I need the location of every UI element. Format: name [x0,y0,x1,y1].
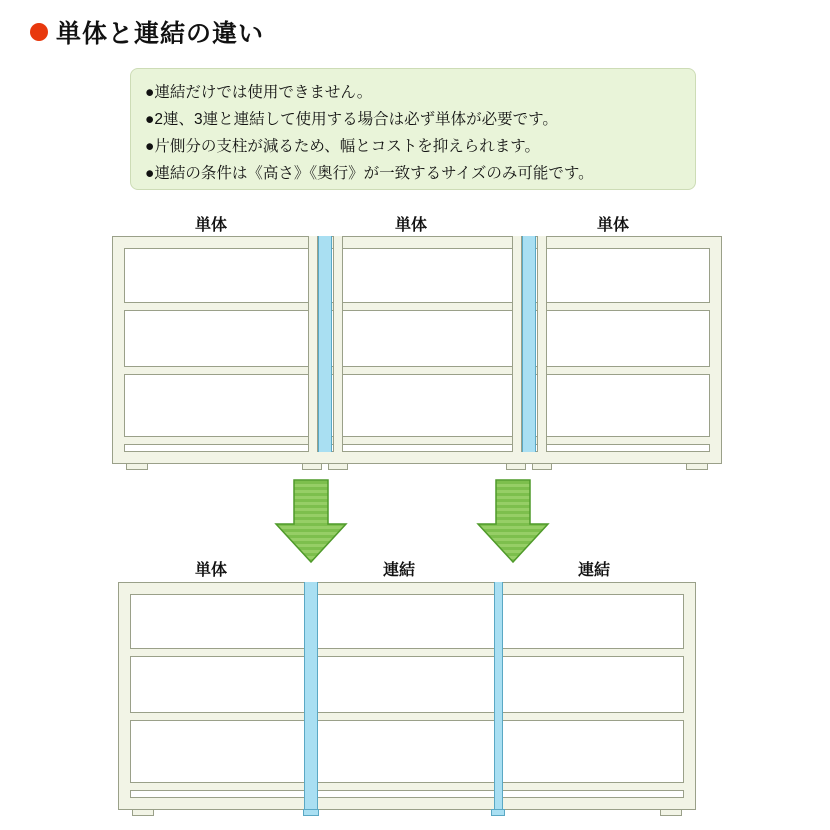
rack-foot [126,463,148,470]
bottom-label-3: 連結 [578,562,611,579]
top-label-2: 単体 [395,217,428,234]
note-line-2: ●2連、3連と連結して使用する場合は必ず単体が必要です。 [145,111,558,128]
top-label-3: 単体 [597,217,630,234]
bottom-label-1: 単体 [195,562,228,579]
down-arrow-icon-1 [272,478,350,564]
rack-foot-shared-2 [491,809,505,816]
post-shared-1 [304,582,318,810]
rack-foot [302,463,322,470]
bottom-label-2: 連結 [383,562,416,579]
post-divider-left-2 [512,236,522,452]
rack-inner-face [130,594,684,798]
shelf-beam [130,712,684,721]
post-shared-2 [494,582,503,810]
note-line-4: ●連結の条件は《高さ》《奥行》が一致するサイズのみ可能です。 [145,165,594,182]
post-divider-right-1 [333,236,343,452]
bullet-icon [30,23,48,41]
note-box [130,68,696,190]
shelf-beam [130,782,684,791]
rack-foot-shared-1 [303,809,319,816]
rack-group-linked [118,582,696,810]
shelf-beam [124,366,710,375]
post-highlight-1 [318,236,332,452]
shelf-beam [124,302,710,311]
shelf-beam [130,648,684,657]
post-highlight-2 [522,236,536,452]
rack-foot [328,463,348,470]
post-divider-right-2 [537,236,547,452]
rack-inner-face [124,248,710,452]
down-arrow-icon-2 [474,478,552,564]
shelf-beam [124,436,710,445]
page-title [30,14,264,50]
top-label-1: 単体 [195,217,228,234]
rack-group-separate [112,236,722,464]
page-title-text: 単体と連結の違い [56,20,265,48]
rack-foot [532,463,552,470]
note-line-3: ●片側分の支柱が減るため、幅とコストを抑えられます。 [145,138,541,155]
note-line-1: ●連結だけでは使用できません。 [145,84,373,101]
rack-foot [686,463,708,470]
rack-foot [660,809,682,816]
rack-foot [132,809,154,816]
post-divider-left-1 [308,236,318,452]
rack-foot [506,463,526,470]
